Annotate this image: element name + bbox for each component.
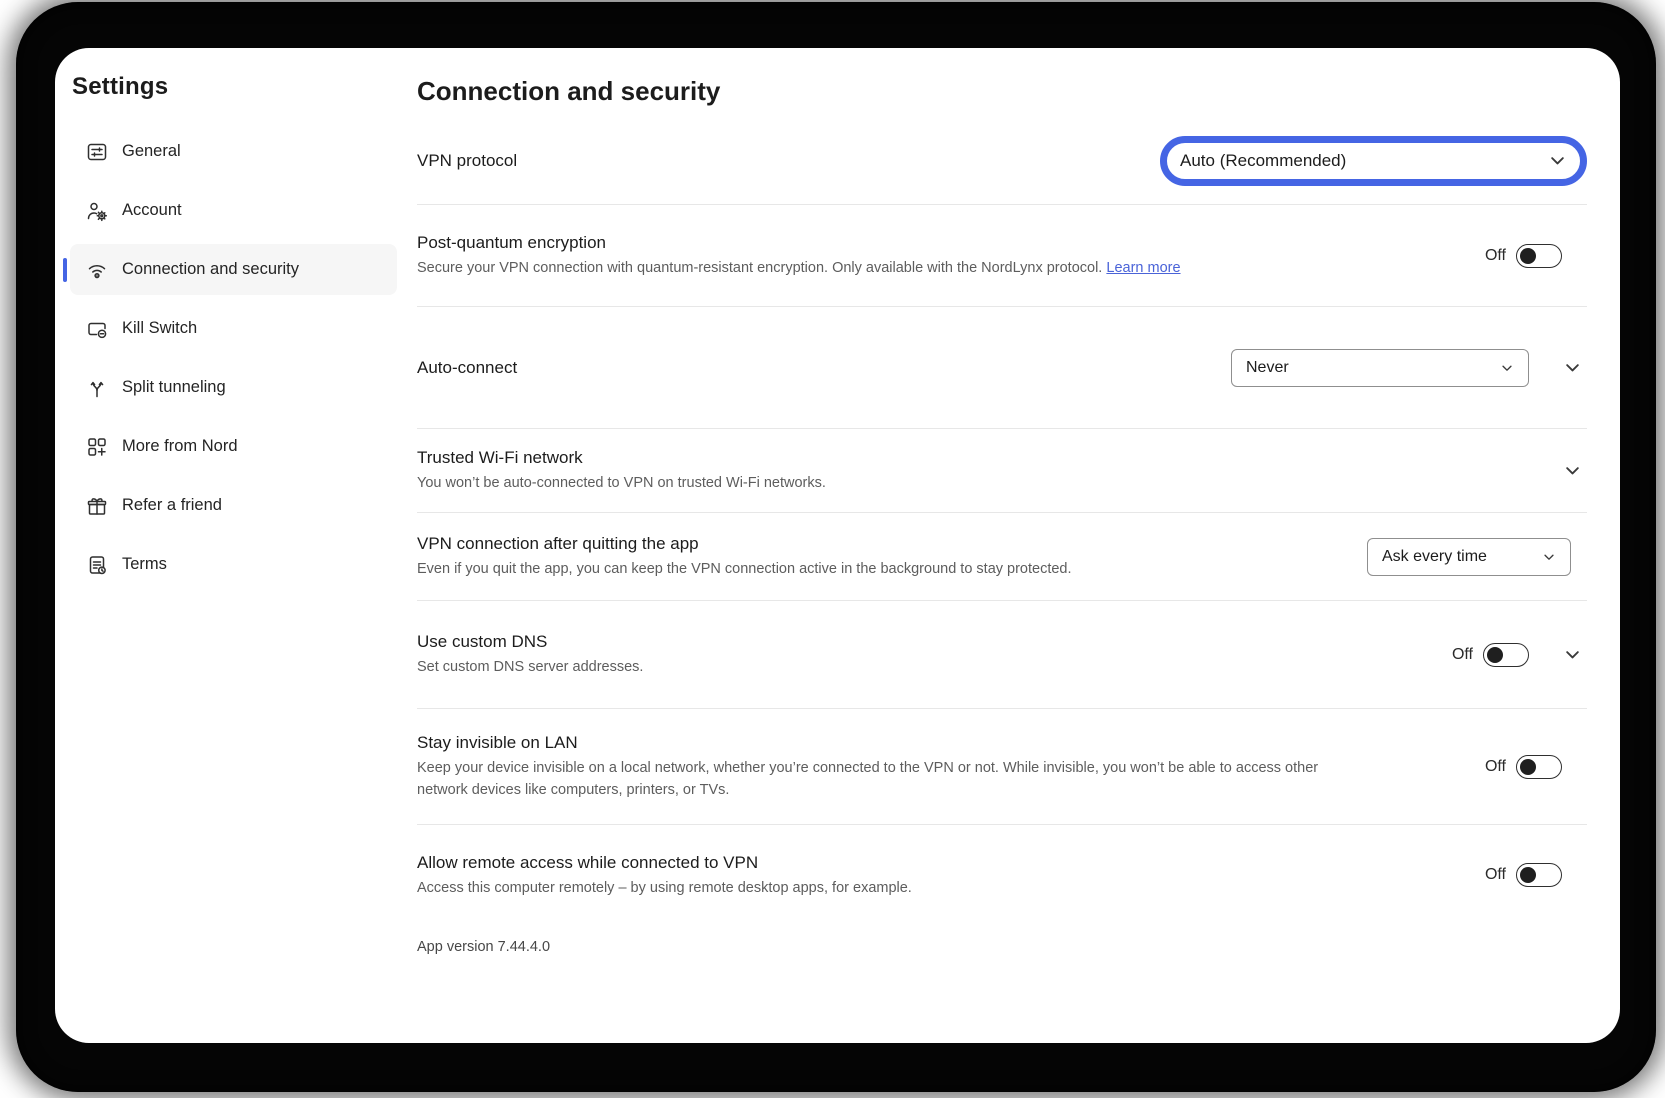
sidebar-item-refer-a-friend[interactable]: [70, 480, 397, 531]
remote-access-toggle[interactable]: [1516, 863, 1562, 887]
toggle-knob: [1520, 248, 1536, 264]
vpn-after-quit-value: Ask every time: [1382, 547, 1487, 565]
vpn-after-quit-description: Even if you quit the app, you can keep the VPN connection active in the background to stay protected.: [417, 561, 1072, 577]
sidebar-item-terms[interactable]: [70, 539, 397, 590]
sidebar-item-label: Kill Switch: [122, 319, 198, 337]
toggle-state-label: Off: [1484, 866, 1506, 883]
sidebar-nav: [70, 126, 397, 590]
kill-switch-icon: [85, 317, 109, 341]
learn-more-link[interactable]: Learn more: [1106, 260, 1181, 276]
page-title: Connection and security: [417, 76, 721, 106]
auto-connect-expander[interactable]: [1557, 358, 1587, 377]
toggle-state-label: Off: [1484, 246, 1506, 264]
setting-row-vpn-protocol: [417, 117, 1587, 205]
custom-dns-toggle[interactable]: [1483, 643, 1529, 667]
sidebar-item-label: Refer a friend: [122, 496, 222, 514]
trusted-wifi-expander[interactable]: [1557, 461, 1587, 480]
vpn-after-quit-dropdown[interactable]: [1367, 538, 1571, 576]
remote-access-label: Allow remote access while connected to VPN: [417, 852, 759, 872]
sidebar: [55, 48, 417, 1043]
active-indicator: [63, 258, 67, 282]
grid-plus-icon: [85, 435, 109, 459]
custom-dns-expander[interactable]: [1557, 645, 1587, 664]
invisible-lan-description: Keep your device invisible on a local network, whether you’re connected to the VPN or not. While invisible, you won’t be able to access other network devices like computers, printers, or TVs.: [417, 760, 1319, 798]
chevron-down-icon: [1500, 361, 1514, 375]
user-gear-icon: [85, 199, 109, 223]
custom-dns-description: Set custom DNS server addresses.: [417, 659, 644, 675]
chevron-down-icon: [1563, 358, 1582, 377]
chevron-down-icon: [1563, 461, 1582, 480]
post-quantum-toggle[interactable]: [1516, 244, 1562, 268]
vpn-after-quit-label: VPN connection after quitting the app: [417, 534, 699, 553]
setting-row-auto-connect: [417, 307, 1587, 429]
setting-row-remote-access: [417, 825, 1587, 925]
setting-row-trusted-wifi: [417, 429, 1587, 513]
sidebar-item-kill-switch[interactable]: [70, 303, 397, 354]
split-arrows-icon: [85, 376, 109, 400]
wifi-icon: [85, 258, 109, 282]
vpn-protocol-dropdown[interactable]: [1160, 136, 1587, 186]
chevron-down-icon: [1563, 645, 1582, 664]
chevron-down-icon: [1548, 151, 1567, 170]
toggle-state-label: Off: [1484, 757, 1506, 775]
setting-row-vpn-after-quit: [417, 513, 1587, 601]
settings-window: [55, 48, 1620, 1043]
sidebar-item-connection-and-security[interactable]: [70, 244, 397, 295]
invisible-lan-toggle[interactable]: [1516, 755, 1562, 779]
sidebar-item-label: General: [122, 142, 181, 160]
toggle-knob: [1520, 759, 1536, 775]
remote-access-description: Access this computer remotely – by using remote desktop apps, for example.: [417, 879, 912, 896]
toggle-state-label: Off: [1451, 645, 1473, 663]
main-content: [417, 48, 1620, 1043]
document-clock-icon: [85, 553, 109, 577]
trusted-wifi-label: Trusted Wi-Fi network: [417, 448, 583, 467]
auto-connect-dropdown[interactable]: [1231, 349, 1529, 387]
sidebar-item-label: Account: [122, 201, 182, 219]
chevron-down-icon: [1542, 550, 1556, 564]
sidebar-item-split-tunneling[interactable]: [70, 362, 397, 413]
post-quantum-description: [417, 257, 1181, 279]
sidebar-item-label: Terms: [122, 555, 167, 573]
vpn-protocol-label: VPN protocol: [417, 150, 518, 170]
invisible-lan-label: Stay invisible on LAN: [417, 733, 578, 752]
gift-icon: [85, 494, 109, 518]
sidebar-item-more-from-nord[interactable]: [70, 421, 397, 472]
sliders-icon: [85, 140, 109, 164]
sidebar-item-account[interactable]: [70, 185, 397, 236]
app-version: App version 7.44.4.0: [417, 939, 551, 955]
toggle-knob: [1487, 647, 1503, 663]
sidebar-item-label: More from Nord: [122, 437, 238, 455]
sidebar-item-label: Connection and security: [122, 260, 300, 278]
sidebar-item-label: Split tunneling: [122, 378, 226, 396]
auto-connect-label: Auto-connect: [417, 357, 518, 377]
trusted-wifi-description: You won’t be auto-connected to VPN on trusted Wi-Fi networks.: [417, 475, 826, 491]
sidebar-title: Settings: [72, 73, 169, 100]
sidebar-item-general[interactable]: [70, 126, 397, 177]
toggle-knob: [1520, 867, 1536, 883]
setting-row-invisible-lan: [417, 709, 1587, 825]
auto-connect-value: Never: [1246, 358, 1289, 376]
setting-row-post-quantum: [417, 205, 1587, 307]
custom-dns-label: Use custom DNS: [417, 632, 548, 651]
vpn-protocol-value: Auto (Recommended): [1180, 150, 1347, 170]
description-text: Secure your VPN connection with quantum-resistant encryption. Only available with the NordLynx protocol.: [417, 260, 1103, 276]
post-quantum-label: Post-quantum encryption: [417, 233, 606, 252]
setting-row-custom-dns: [417, 601, 1587, 709]
